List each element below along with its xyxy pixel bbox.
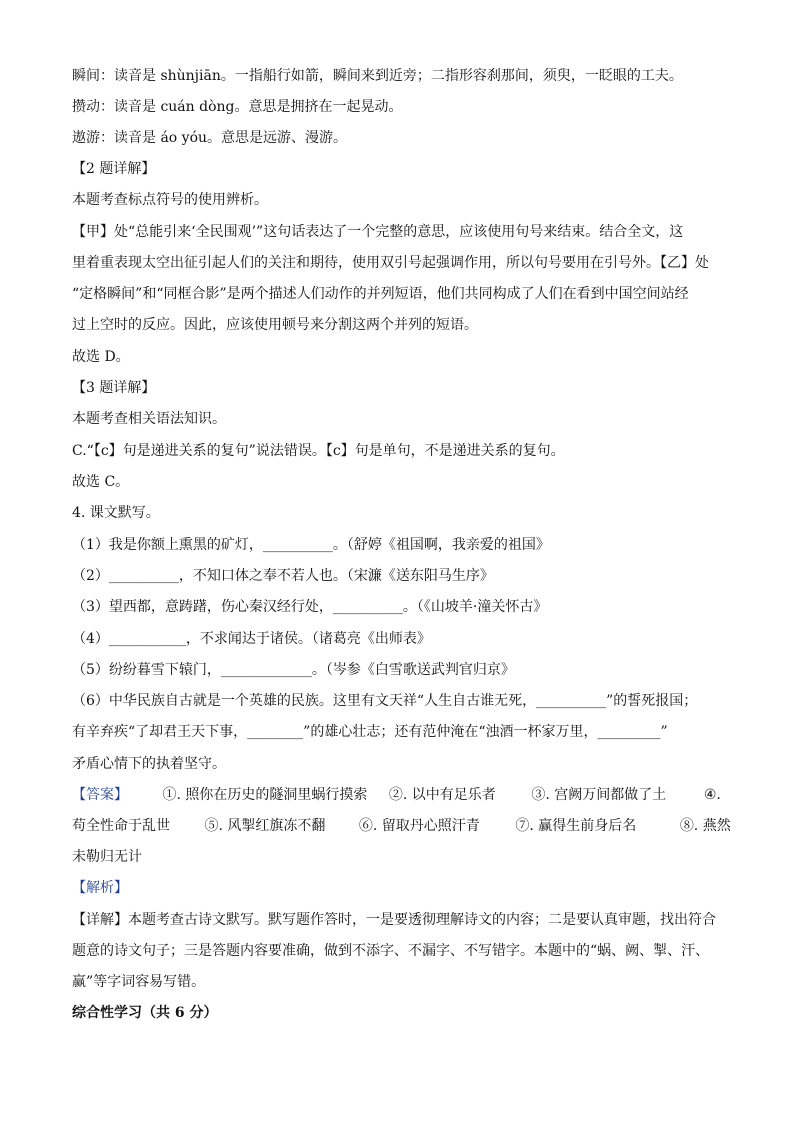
q2-paragraph-line: “定格瞬间”和“同框合影”是两个描述人们动作的并列短语，他们共同构成了人们在看到中国空间站经 <box>72 286 689 302</box>
answer-item: ①. 照你在历史的隧洞里蜗行摸索 <box>162 787 368 803</box>
q4-item-4: （4）___________，不求闻达于诸侯。（诸葛亮《出师表》 <box>72 631 431 647</box>
q2-paragraph-line: 【甲】处“总能引来‘全民围观’”这句话表达了一个完整的意思，应该使用句号来结束。结合全文，这 <box>72 224 684 240</box>
answer-row <box>72 785 722 805</box>
analysis-line: 【详解】本题考查古诗文默写。默写题作答时，一是要透彻理解诗文的内容；二是要认真审题，找出符合 <box>72 912 716 928</box>
answer-item: ②. 以中有足乐者 <box>388 787 496 803</box>
q2-paragraph-line: 过上空时的反应。因此，应该使用顿号来分割这两个并列的短语。 <box>72 317 478 333</box>
q4-item-5: （5）纷纷暮雪下辕门，_____________。（岑参《白雪歌送武判官归京》 <box>72 662 515 678</box>
q4-item-6-line: （6）中华民族自古就是一个英雄的民族。这里有文天祥“人生自古谁无死，__________”的誓死报国； <box>72 693 698 709</box>
answer-item: ④. <box>703 787 721 803</box>
answer-continuation: 未勒归无计 <box>72 849 142 865</box>
analysis-line: 赢”等字词容易写错。 <box>72 974 206 990</box>
q3-intro: 本题考查相关语法知识。 <box>72 411 226 427</box>
answer-item: ⑥. 留取丹心照汗青 <box>358 818 480 834</box>
answer-item: 苟全性命于乱世 <box>72 818 170 834</box>
q4-item-1: （1）我是你额上熏黑的矿灯，__________。（舒婷《祖国啊，我亲爱的祖国》 <box>72 537 550 553</box>
q4-item-6-line: 矛盾心情下的执着坚守。 <box>72 756 226 772</box>
q2-heading: 【2 题详解】 <box>72 161 156 177</box>
q3-heading: 【3 题详解】 <box>72 380 156 396</box>
analysis-line: 题意的诗文句子；三是答题内容要准确，做到不添字、不漏字、不写错字。本题中的“蜗、阙、掣、汗、 <box>72 943 710 959</box>
answer-item: ③. 宫阙万间都做了土 <box>531 787 667 803</box>
vocab-cuandong: 攒动：读音是 cuán dòng。意思是拥挤在一起晃动。 <box>72 99 403 115</box>
answer-item: ⑦. 赢得生前身后名 <box>515 818 637 834</box>
q4-item-3: （3）望西都，意踌躇，伤心秦汉经行处，__________。（《山坡羊·潼关怀古》 <box>72 599 548 615</box>
section-heading: 综合性学习（共 6 分） <box>72 1005 218 1021</box>
analysis-label: 【解析】 <box>72 880 128 896</box>
vocab-shunjian: 瞬间：读音是 shùnjiān。一指船行如箭，瞬间来到近旁；二指形容刹那间，须臾，一眨眼的工夫。 <box>72 68 683 84</box>
q2-paragraph-line: 里着重表现太空出征引起人们的关注和期待，使用双引号起强调作用，所以句号要用在引号外。【乙】处 <box>72 255 709 271</box>
q3-conclusion: 故选 C。 <box>72 474 130 490</box>
answer-item: ⑤. 风掣红旗冻不翻 <box>204 818 326 834</box>
q3-detail: C.“【c】句是递进关系的复句”说法错误。【c】句是单句，不是递进关系的复句。 <box>72 443 565 459</box>
q4-item-2: （2）__________，不知口体之奉不若人也。（宋濂《送东阳马生序》 <box>72 568 494 584</box>
q2-intro: 本题考查标点符号的使用辨析。 <box>72 192 268 208</box>
answer-item: ⑧. 燕然 <box>679 818 731 834</box>
q2-conclusion: 故选 D。 <box>72 349 130 365</box>
q4-title: 4. 课文默写。 <box>72 505 160 521</box>
answer-row <box>72 816 731 836</box>
answer-label: 【答案】 <box>72 787 128 803</box>
q4-item-6-line: 有辛弃疾“了却君王天下事，________”的雄心壮志；还有范仲淹在“浊酒一杯家万里，_________” <box>72 724 668 740</box>
vocab-aoyou: 遨游：读音是 áo yóu。意思是远游、漫游。 <box>72 130 348 146</box>
